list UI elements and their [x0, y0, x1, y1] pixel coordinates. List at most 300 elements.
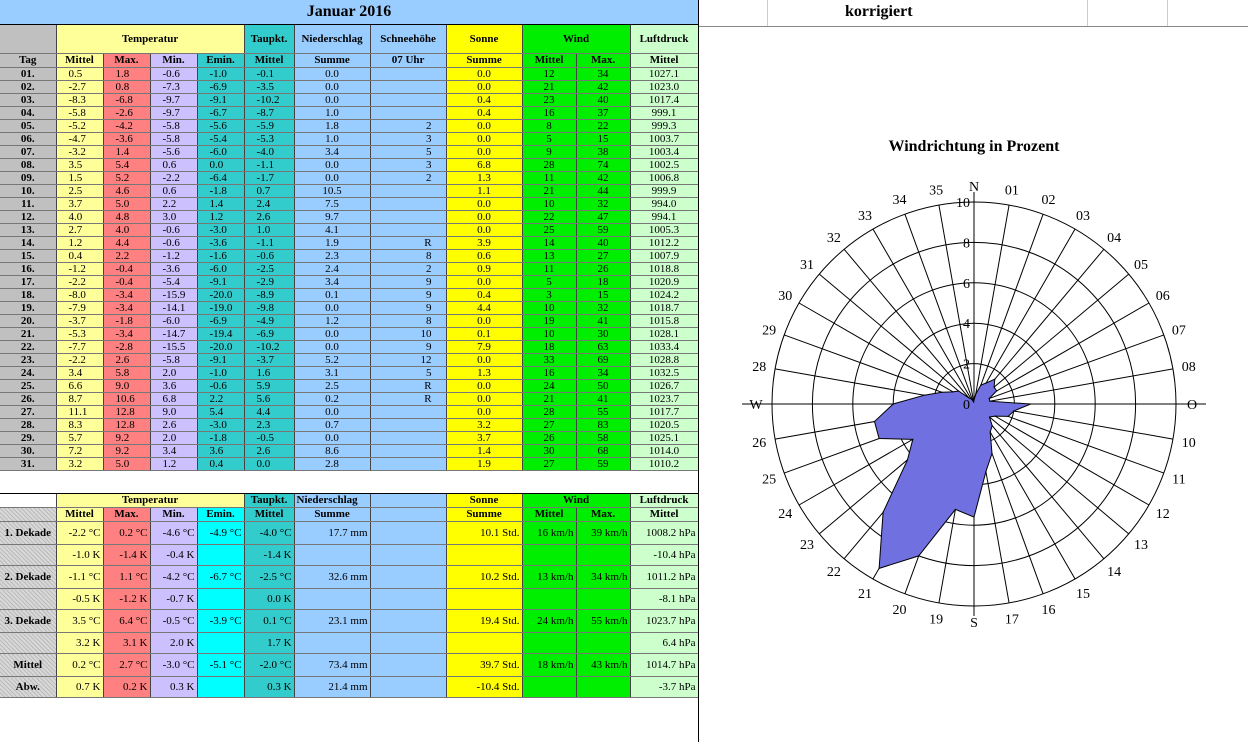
cell-luftdruck: 1017.4 — [630, 94, 698, 107]
cell-wind-max: 44 — [576, 185, 630, 198]
cell-niederschlag: 0.0 — [294, 94, 370, 107]
cell-schneehoehe: 10 — [370, 328, 446, 341]
day-row — [0, 419, 698, 432]
cell-emin: -3.0 — [197, 224, 244, 237]
cell-luftdruck: 1018.7 — [630, 302, 698, 315]
cell-schneehoehe: 9 — [370, 289, 446, 302]
cell-wind-mittel: 21 — [522, 81, 576, 94]
cell-tag: 05. — [0, 120, 56, 133]
summary-deviation — [576, 589, 630, 610]
cell-wind-mittel: 10 — [522, 328, 576, 341]
cell-mittel: 8.3 — [56, 419, 103, 432]
cell-taupunkt: 5.9 — [244, 380, 294, 393]
cell-luftdruck: 994.1 — [630, 211, 698, 224]
cell-luftdruck: 1014.0 — [630, 445, 698, 458]
summary-deviation: 3.1 K — [103, 633, 150, 654]
cell-mittel: 3.2 — [56, 458, 103, 471]
wind-rose-direction-label: 30 — [778, 289, 793, 304]
day-row — [0, 185, 698, 198]
summary-empty — [370, 654, 446, 677]
cell-emin: -1.0 — [197, 68, 244, 81]
summary-deviation: -10.4 hPa — [630, 545, 698, 566]
cell-max: 5.2 — [103, 172, 150, 185]
cell-luftdruck: 1020.9 — [630, 276, 698, 289]
cell-wind-max: 41 — [576, 315, 630, 328]
summary-deviation: 0.2 K — [103, 677, 150, 698]
cell-max: 5.0 — [103, 458, 150, 471]
summary-row — [0, 654, 698, 677]
cell-niederschlag: 1.2 — [294, 315, 370, 328]
cell-mittel: 1.2 — [56, 237, 103, 250]
header-niederschlag: Niederschlag — [294, 25, 370, 54]
cell-max: 4.8 — [103, 211, 150, 224]
summary-empty — [370, 522, 446, 545]
summary-value: 0.2 °C — [103, 522, 150, 545]
cell-schneehoehe: 12 — [370, 354, 446, 367]
summary-empty — [370, 545, 446, 566]
cell-mittel: -1.2 — [56, 263, 103, 276]
cell-mittel: -7.7 — [56, 341, 103, 354]
cell-niederschlag: 0.7 — [294, 419, 370, 432]
cell-wind-mittel: 27 — [522, 458, 576, 471]
cell-luftdruck: 1024.2 — [630, 289, 698, 302]
cell-mittel: -5.8 — [56, 107, 103, 120]
summary-deviation — [576, 633, 630, 654]
month-title: Januar 2016 — [0, 0, 698, 25]
summary-deviation — [294, 545, 370, 566]
cell-wind-max: 41 — [576, 393, 630, 406]
cell-wind-mittel: 23 — [522, 94, 576, 107]
cell-taupunkt: 2.6 — [244, 211, 294, 224]
wind-rose-point — [874, 421, 875, 422]
cell-sonne: 1.4 — [446, 445, 522, 458]
cell-min: -6.0 — [150, 315, 197, 328]
cell-wind-mittel: 24 — [522, 380, 576, 393]
cell-niederschlag: 7.5 — [294, 198, 370, 211]
cell-max: 4.4 — [103, 237, 150, 250]
summary-value: 24 km/h — [522, 610, 576, 633]
header-emin: Emin. — [197, 54, 244, 68]
cell-wind-max: 32 — [576, 198, 630, 211]
cell-niederschlag: 1.0 — [294, 133, 370, 146]
cell-min: 3.6 — [150, 380, 197, 393]
cell-tag: 06. — [0, 133, 56, 146]
summary-value: 17.7 mm — [294, 522, 370, 545]
wind-rose-point — [973, 401, 974, 402]
summary-header-sonne-summe: Summe — [446, 508, 522, 522]
spacer — [0, 471, 698, 494]
wind-rose-direction-label: 22 — [826, 564, 841, 580]
summary-deviation: 0.3 K — [244, 677, 294, 698]
cell-wind-max: 18 — [576, 276, 630, 289]
cell-mittel: 6.6 — [56, 380, 103, 393]
cell-schneehoehe — [370, 406, 446, 419]
wind-rose-direction-label: 05 — [1133, 257, 1148, 273]
cell-wind-mittel: 22 — [522, 211, 576, 224]
header-sonne: Sonne — [446, 25, 522, 54]
cell-luftdruck: 999.3 — [630, 120, 698, 133]
wind-rose-chart — [699, 0, 1248, 742]
summary-value: 1.1 °C — [103, 566, 150, 589]
cell-niederschlag: 0.0 — [294, 406, 370, 419]
summary-header-row-groups — [0, 494, 698, 508]
cell-emin: -3.6 — [197, 237, 244, 250]
cell-sonne: 6.8 — [446, 159, 522, 172]
summary-header-sonne: Sonne — [446, 494, 522, 508]
cell-sonne: 0.4 — [446, 289, 522, 302]
summary-header-niederschlag-summe: Summe — [294, 508, 370, 522]
cell-schneehoehe — [370, 458, 446, 471]
summary-value: -2.0 °C — [244, 654, 294, 677]
cell-sonne: 0.6 — [446, 250, 522, 263]
cell-wind-max: 42 — [576, 81, 630, 94]
day-row — [0, 146, 698, 159]
wind-rose-panel — [698, 0, 1248, 742]
summary-header-temperatur: Temperatur — [56, 494, 244, 508]
cell-min: 1.2 — [150, 458, 197, 471]
cell-taupunkt: 1.0 — [244, 224, 294, 237]
wind-rose-series-area — [875, 379, 1031, 568]
summary-deviation-row — [0, 545, 698, 566]
cell-wind-max: 83 — [576, 419, 630, 432]
cell-wind-max: 26 — [576, 263, 630, 276]
cell-taupunkt: -2.5 — [244, 263, 294, 276]
cell-max: -3.4 — [103, 289, 150, 302]
cell-taupunkt: 0.0 — [244, 458, 294, 471]
summary-header-wind-max: Max. — [576, 508, 630, 522]
summary-deviation: 21.4 mm — [294, 677, 370, 698]
day-row — [0, 120, 698, 133]
summary-deviation — [197, 545, 244, 566]
cell-max: 1.8 — [103, 68, 150, 81]
summary-header-mittel: Mittel — [56, 508, 103, 522]
cell-mittel: -2.2 — [56, 276, 103, 289]
summary-header-taupunkt: Taupkt. — [244, 494, 294, 508]
summary-value: 16 km/h — [522, 522, 576, 545]
cell-schneehoehe: 9 — [370, 341, 446, 354]
cell-max: -0.4 — [103, 276, 150, 289]
cell-mittel: -3.7 — [56, 315, 103, 328]
day-row — [0, 302, 698, 315]
cell-mittel: -5.2 — [56, 120, 103, 133]
cell-wind-mittel: 28 — [522, 406, 576, 419]
summary-table — [0, 494, 699, 698]
cell-niederschlag: 10.5 — [294, 185, 370, 198]
summary-header-wind-mittel: Mittel — [522, 508, 576, 522]
summary-value: 39.7 Std. — [446, 654, 522, 677]
cell-wind-mittel: 16 — [522, 107, 576, 120]
cell-tag: 22. — [0, 341, 56, 354]
cell-emin: 2.2 — [197, 393, 244, 406]
wind-rose-ring-label: 10 — [956, 196, 970, 211]
cell-mittel: 1.5 — [56, 172, 103, 185]
cell-taupunkt: -5.9 — [244, 120, 294, 133]
summary-header-emin: Emin. — [197, 508, 244, 522]
cell-max: 4.0 — [103, 224, 150, 237]
cell-max: 5.0 — [103, 198, 150, 211]
summary-value: 73.4 mm — [294, 654, 370, 677]
summary-deviation: -3.7 hPa — [630, 677, 698, 698]
cell-niederschlag: 3.4 — [294, 276, 370, 289]
cell-max: 9.2 — [103, 432, 150, 445]
cell-max: -1.8 — [103, 315, 150, 328]
summary-value: 1023.7 hPa — [630, 610, 698, 633]
cell-emin: -19.0 — [197, 302, 244, 315]
summary-deviation: 3.2 K — [56, 633, 103, 654]
cell-sonne: 0.0 — [446, 211, 522, 224]
cell-max: 5.8 — [103, 367, 150, 380]
cell-taupunkt: -0.1 — [244, 68, 294, 81]
cell-min: -3.6 — [150, 263, 197, 276]
summary-value: -4.6 °C — [150, 522, 197, 545]
cell-tag: 09. — [0, 172, 56, 185]
cell-niederschlag: 0.0 — [294, 328, 370, 341]
cell-schneehoehe: 8 — [370, 315, 446, 328]
cell-schneehoehe: 5 — [370, 146, 446, 159]
day-row — [0, 81, 698, 94]
cell-mittel: -8.3 — [56, 94, 103, 107]
summary-empty — [370, 633, 446, 654]
summary-header-wind: Wind — [522, 494, 630, 508]
cell-taupunkt: 2.6 — [244, 445, 294, 458]
cell-tag: 17. — [0, 276, 56, 289]
summary-value: 34 km/h — [576, 566, 630, 589]
cell-mittel: 2.5 — [56, 185, 103, 198]
cell-luftdruck: 1017.7 — [630, 406, 698, 419]
cell-emin: -1.8 — [197, 185, 244, 198]
summary-value: 39 km/h — [576, 522, 630, 545]
day-row — [0, 172, 698, 185]
summary-deviation-label — [0, 545, 56, 566]
cell-min: -5.6 — [150, 146, 197, 159]
wind-rose-direction-label: 07 — [1171, 323, 1186, 339]
summary-value: -5.1 °C — [197, 654, 244, 677]
cell-mittel: 4.0 — [56, 211, 103, 224]
cell-emin: 0.4 — [197, 458, 244, 471]
cell-luftdruck: 1003.4 — [630, 146, 698, 159]
cell-niederschlag: 0.0 — [294, 172, 370, 185]
cell-niederschlag: 2.4 — [294, 263, 370, 276]
day-row — [0, 94, 698, 107]
cell-schneehoehe: 3 — [370, 133, 446, 146]
header-temperatur: Temperatur — [56, 25, 244, 54]
cell-wind-max: 15 — [576, 289, 630, 302]
cell-min: 2.0 — [150, 367, 197, 380]
wind-rose-direction-label: 13 — [1133, 538, 1148, 554]
day-row — [0, 432, 698, 445]
summary-value: 1014.7 hPa — [630, 654, 698, 677]
cell-tag: 07. — [0, 146, 56, 159]
cell-luftdruck: 1023.7 — [630, 393, 698, 406]
cell-wind-max: 58 — [576, 432, 630, 445]
cell-wind-mittel: 3 — [522, 289, 576, 302]
cell-tag: 24. — [0, 367, 56, 380]
cell-niederschlag: 2.3 — [294, 250, 370, 263]
summary-deviation: -1.0 K — [56, 545, 103, 566]
cell-wind-mittel: 10 — [522, 198, 576, 211]
summary-value: 10.1 Std. — [446, 522, 522, 545]
cell-wind-max: 47 — [576, 211, 630, 224]
wind-rose-direction-label: 15 — [1076, 586, 1090, 602]
cell-mittel: 0.4 — [56, 250, 103, 263]
summary-deviation-label — [0, 633, 56, 654]
cell-wind-mittel: 8 — [522, 120, 576, 133]
day-row — [0, 250, 698, 263]
summary-row — [0, 566, 698, 589]
header-luftdruck: Luftdruck — [630, 25, 698, 54]
day-row — [0, 458, 698, 471]
summary-label: 3. Dekade — [0, 610, 56, 633]
cell-schneehoehe — [370, 432, 446, 445]
cell-taupunkt: -8.9 — [244, 289, 294, 302]
cell-wind-mittel: 5 — [522, 133, 576, 146]
wind-rose-direction-label: N — [968, 180, 980, 195]
cell-sonne: 0.0 — [446, 133, 522, 146]
wind-rose-direction-label: 26 — [752, 435, 767, 451]
cell-niederschlag: 0.0 — [294, 159, 370, 172]
cell-wind-max: 40 — [576, 94, 630, 107]
cell-sonne: 1.3 — [446, 172, 522, 185]
header-wind-max: Max. — [576, 54, 630, 68]
cell-wind-mittel: 26 — [522, 432, 576, 445]
cell-sonne: 1.3 — [446, 367, 522, 380]
cell-schneehoehe: 2 — [370, 172, 446, 185]
wind-rose-point — [985, 471, 986, 472]
cell-taupunkt: -5.3 — [244, 133, 294, 146]
cell-emin: -20.0 — [197, 341, 244, 354]
cell-min: -7.3 — [150, 81, 197, 94]
wind-rose-point — [970, 398, 971, 399]
cell-luftdruck: 999.1 — [630, 107, 698, 120]
wind-rose-ring-label: 0 — [963, 398, 970, 413]
summary-value: 0.2 °C — [56, 654, 103, 677]
wind-rose-point — [883, 512, 884, 513]
cell-emin: -3.0 — [197, 419, 244, 432]
wind-rose-point — [878, 438, 879, 439]
wind-rose-direction-label: 12 — [1155, 507, 1170, 522]
header-sonne-summe: Summe — [446, 54, 522, 68]
cell-mittel: 3.5 — [56, 159, 103, 172]
wind-rose-direction-label: 29 — [762, 323, 777, 339]
cell-niederschlag: 1.8 — [294, 120, 370, 133]
day-row — [0, 133, 698, 146]
cell-taupunkt: -0.5 — [244, 432, 294, 445]
cell-sonne: 0.0 — [446, 198, 522, 211]
day-row — [0, 224, 698, 237]
wind-rose-point — [972, 400, 973, 401]
cell-sonne: 1.9 — [446, 458, 522, 471]
wind-rose-point — [941, 392, 942, 393]
cell-emin: -6.0 — [197, 263, 244, 276]
day-row — [0, 354, 698, 367]
header-row-units — [0, 54, 698, 68]
cell-max: 2.6 — [103, 354, 150, 367]
cell-emin: -1.8 — [197, 432, 244, 445]
cell-max: -2.6 — [103, 107, 150, 120]
cell-sonne: 3.7 — [446, 432, 522, 445]
cell-wind-mittel: 16 — [522, 367, 576, 380]
cell-mittel: 5.7 — [56, 432, 103, 445]
cell-taupunkt: 2.4 — [244, 198, 294, 211]
wind-rose-direction-label: 33 — [858, 209, 872, 225]
cell-niederschlag: 0.0 — [294, 302, 370, 315]
cell-taupunkt: -10.2 — [244, 341, 294, 354]
cell-min: 2.2 — [150, 198, 197, 211]
cell-wind-mittel: 30 — [522, 445, 576, 458]
day-row — [0, 68, 698, 81]
wind-rose-direction-label: 21 — [858, 586, 872, 602]
summary-header-max: Max. — [103, 508, 150, 522]
cell-tag: 29. — [0, 432, 56, 445]
summary-deviation: -8.1 hPa — [630, 589, 698, 610]
cell-min: -2.2 — [150, 172, 197, 185]
cell-tag: 13. — [0, 224, 56, 237]
day-row — [0, 211, 698, 224]
cell-niederschlag: 3.1 — [294, 367, 370, 380]
cell-mittel: 7.2 — [56, 445, 103, 458]
summary-value: -3.9 °C — [197, 610, 244, 633]
cell-taupunkt: -3.7 — [244, 354, 294, 367]
summary-label: Mittel — [0, 654, 56, 677]
cell-schneehoehe: 9 — [370, 302, 446, 315]
summary-deviation: 0.7 K — [56, 677, 103, 698]
cell-max: 5.4 — [103, 159, 150, 172]
wind-rose-point — [912, 439, 913, 440]
cell-wind-mittel: 12 — [522, 68, 576, 81]
cell-taupunkt: 5.6 — [244, 393, 294, 406]
cell-schneehoehe: R — [370, 380, 446, 393]
summary-empty — [370, 566, 446, 589]
cell-mittel: -7.9 — [56, 302, 103, 315]
summary-deviation-row — [0, 677, 698, 698]
cell-wind-max: 50 — [576, 380, 630, 393]
cell-emin: 0.0 — [197, 159, 244, 172]
cell-max: -6.8 — [103, 94, 150, 107]
cell-sonne: 0.9 — [446, 263, 522, 276]
cell-luftdruck: 1032.5 — [630, 367, 698, 380]
cell-min: 3.4 — [150, 445, 197, 458]
cell-luftdruck: 1023.0 — [630, 81, 698, 94]
summary-deviation: 2.0 K — [150, 633, 197, 654]
cell-luftdruck: 1015.8 — [630, 315, 698, 328]
summary-deviation-row — [0, 633, 698, 654]
cell-tag: 02. — [0, 81, 56, 94]
cell-schneehoehe: 2 — [370, 120, 446, 133]
cell-emin: -5.4 — [197, 133, 244, 146]
cell-sonne: 0.0 — [446, 315, 522, 328]
cell-wind-max: 68 — [576, 445, 630, 458]
cell-tag: 04. — [0, 107, 56, 120]
day-row — [0, 341, 698, 354]
wind-rose-point — [989, 401, 990, 402]
summary-value: 0.1 °C — [244, 610, 294, 633]
day-row — [0, 393, 698, 406]
summary-deviation: -1.4 K — [244, 545, 294, 566]
wind-rose-direction-label: W — [749, 398, 763, 413]
wind-rose-direction-label: 04 — [1107, 231, 1122, 247]
summary-value: 1008.2 hPa — [630, 522, 698, 545]
cell-schneehoehe — [370, 211, 446, 224]
cell-wind-mittel: 25 — [522, 224, 576, 237]
cell-wind-max: 27 — [576, 250, 630, 263]
cell-emin: -6.9 — [197, 315, 244, 328]
summary-value: -4.9 °C — [197, 522, 244, 545]
cell-luftdruck: 1006.8 — [630, 172, 698, 185]
cell-max: 4.6 — [103, 185, 150, 198]
summary-deviation — [522, 677, 576, 698]
cell-schneehoehe: 2 — [370, 263, 446, 276]
summary-header-niederschlag: Niederschlag — [294, 494, 370, 508]
